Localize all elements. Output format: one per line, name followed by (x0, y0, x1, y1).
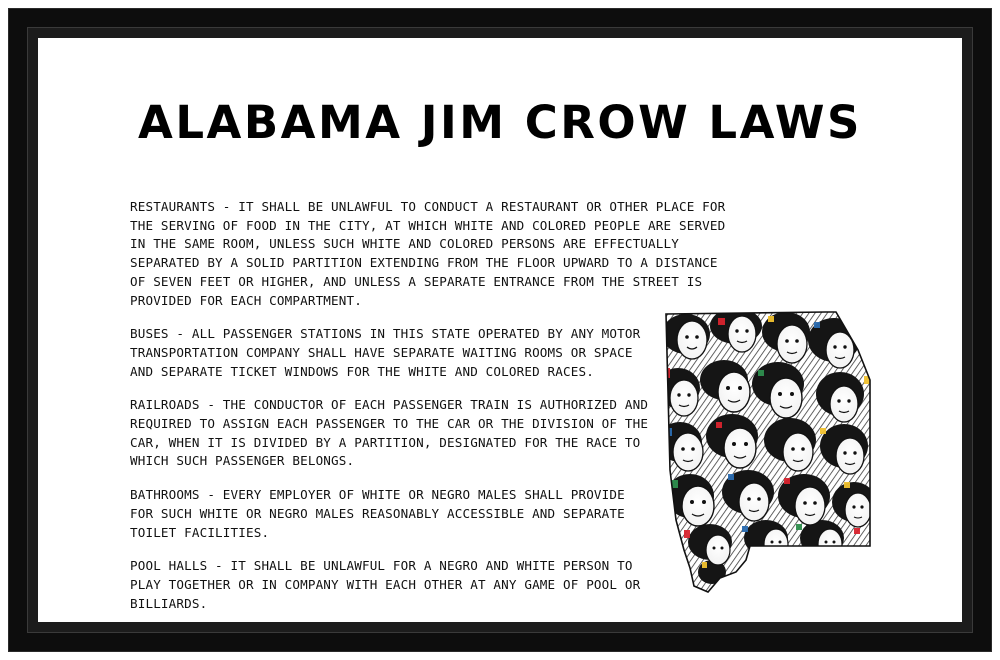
alabama-map-illustration (658, 310, 883, 595)
page-title: ALABAMA JIM CROW LAWS (138, 96, 862, 149)
frame-mat (38, 38, 962, 622)
law-paragraph-restaurants: RESTAURANTS - IT SHALL BE UNLAWFUL TO CONDUCT A RESTAURANT OR OTHER PLACE FOR THE SERVING OF FOOD IN THE CITY, AT WHICH WHITE AND COLORED PEOPLE ARE SERVED IN THE SAME ROOM, UNLESS SUCH WHITE AND COLORED PERSONS ARE EFFECTUALLY SEPARATED BY A SOLID PARTITION EXTENDING FROM THE FLOOR UPWARD TO A DISTANCE OF SEVEN FEET OR HIGHER, AND UNLESS A SEPARATE ENTRANCE FROM THE STREET IS PROVIDED FOR EACH COMPARTMENT. (130, 199, 726, 308)
law-paragraph-railroads: RAILROADS - THE CONDUCTOR OF EACH PASSENGER TRAIN IS AUTHORIZED AND REQUIRED TO ASSIGN EACH PASSENGER TO THE CAR OR THE DIVISION OF THE CAR, WHEN IT IS DIVIDED BY A PARTITION, DESIGNATED FOR THE RACE TO WHICH SUCH PASSENGER BELONGS. (130, 397, 649, 469)
laws-list (130, 198, 730, 613)
law-paragraph-buses: BUSES - ALL PASSENGER STATIONS IN THIS STATE OPERATED BY ANY MOTOR TRANSPORTATION COMPANY SHALL HAVE SEPARATE WAITING ROOMS OR SPACE AND SEPARATE TICKET WINDOWS FOR THE WHITE AND COLORED RACES. (130, 326, 641, 379)
poster (38, 38, 962, 622)
law-paragraph-pool-halls: POOL HALLS - IT SHALL BE UNLAWFUL FOR A NEGRO AND WHITE PERSON TO PLAY TOGETHER OR IN COMPANY WITH EACH OTHER AT ANY GAME OF POOL OR BILLIARDS. (130, 558, 641, 611)
picture-frame (8, 8, 992, 652)
alabama-state-shape-icon (658, 310, 883, 595)
law-paragraph-bathrooms: BATHROOMS - EVERY EMPLOYER OF WHITE OR NEGRO MALES SHALL PROVIDE FOR SUCH WHITE OR NEGRO MALES REASONABLY ACCESSIBLE AND SEPARATE TOILET FACILITIES. (130, 487, 625, 540)
